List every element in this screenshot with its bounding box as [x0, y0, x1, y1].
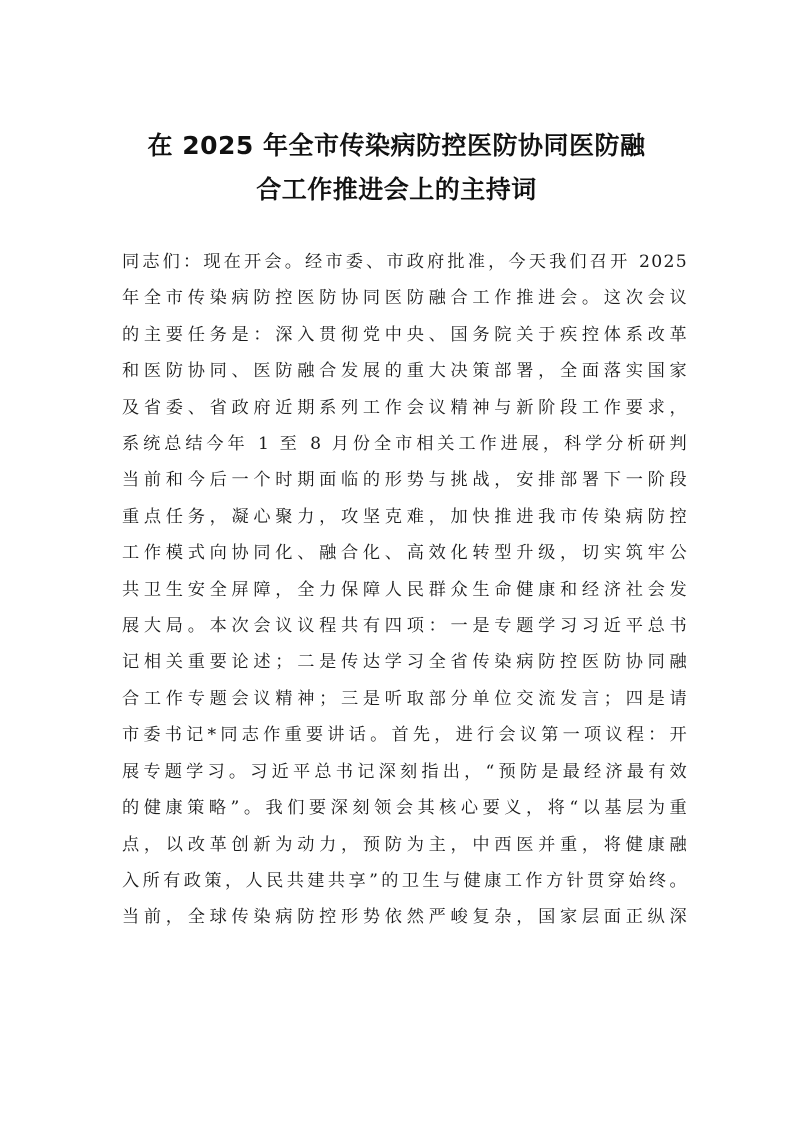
- body-line: 重点任务，凝心聚力，攻坚克难，加快推进我市传染病防控: [122, 506, 688, 527]
- body-line: 市委书记*同志作重要讲话。首先，进行会议第一项议程：开: [122, 725, 688, 746]
- body-line: 点，以改革创新为动力，预防为主，中西医并重，将健康融: [122, 834, 688, 855]
- body-line: 记相关重要论述；二是传达学习全省传染病防控医防协同融: [122, 652, 688, 673]
- body-line: 年全市传染病防控医防协同医防融合工作推进会。这次会议: [122, 288, 688, 309]
- body-line: 展专题学习。习近平总书记深刻指出，“预防是最经济最有效: [122, 761, 688, 782]
- body-line: 的健康策略”。我们要深刻领会其核心要义，将“以基层为重: [122, 798, 688, 819]
- document-body: [122, 244, 688, 936]
- document-title: [110, 124, 683, 212]
- body-line: 当前和今后一个时期面临的形势与挑战，安排部署下一阶段: [122, 470, 688, 491]
- body-line: 合工作专题会议精神；三是听取部分单位交流发言；四是请: [122, 688, 688, 709]
- body-line: 当前，全球传染病防控形势依然严峻复杂，国家层面正纵深: [122, 907, 688, 928]
- body-line: 及省委、省政府近期系列工作会议精神与新阶段工作要求，: [122, 397, 688, 418]
- body-line: 和医防协同、医防融合发展的重大决策部署，全面落实国家: [122, 361, 688, 382]
- body-line: 共卫生安全屏障，全力保障人民群众生命健康和经济社会发: [122, 579, 688, 600]
- body-line: 的主要任务是：深入贯彻党中央、国务院关于疾控体系改革: [122, 324, 688, 345]
- title-line-1: 在 2025 年全市传染病防控医防协同医防融: [147, 131, 646, 160]
- body-line: 展大局。本次会议议程共有四项：一是专题学习习近平总书: [122, 616, 688, 637]
- body-line: 工作模式向协同化、融合化、高效化转型升级，切实筑牢公: [122, 543, 688, 564]
- body-line: 系统总结今年 1 至 8 月份全市相关工作进展，科学分析研判: [122, 434, 688, 455]
- title-line-2: 合工作推进会上的主持词: [256, 175, 537, 204]
- body-line: 同志们：现在开会。经市委、市政府批准，今天我们召开 2025: [122, 252, 688, 272]
- body-line: 入所有政策，人民共建共享”的卫生与健康工作方针贯穿始终。: [122, 870, 688, 891]
